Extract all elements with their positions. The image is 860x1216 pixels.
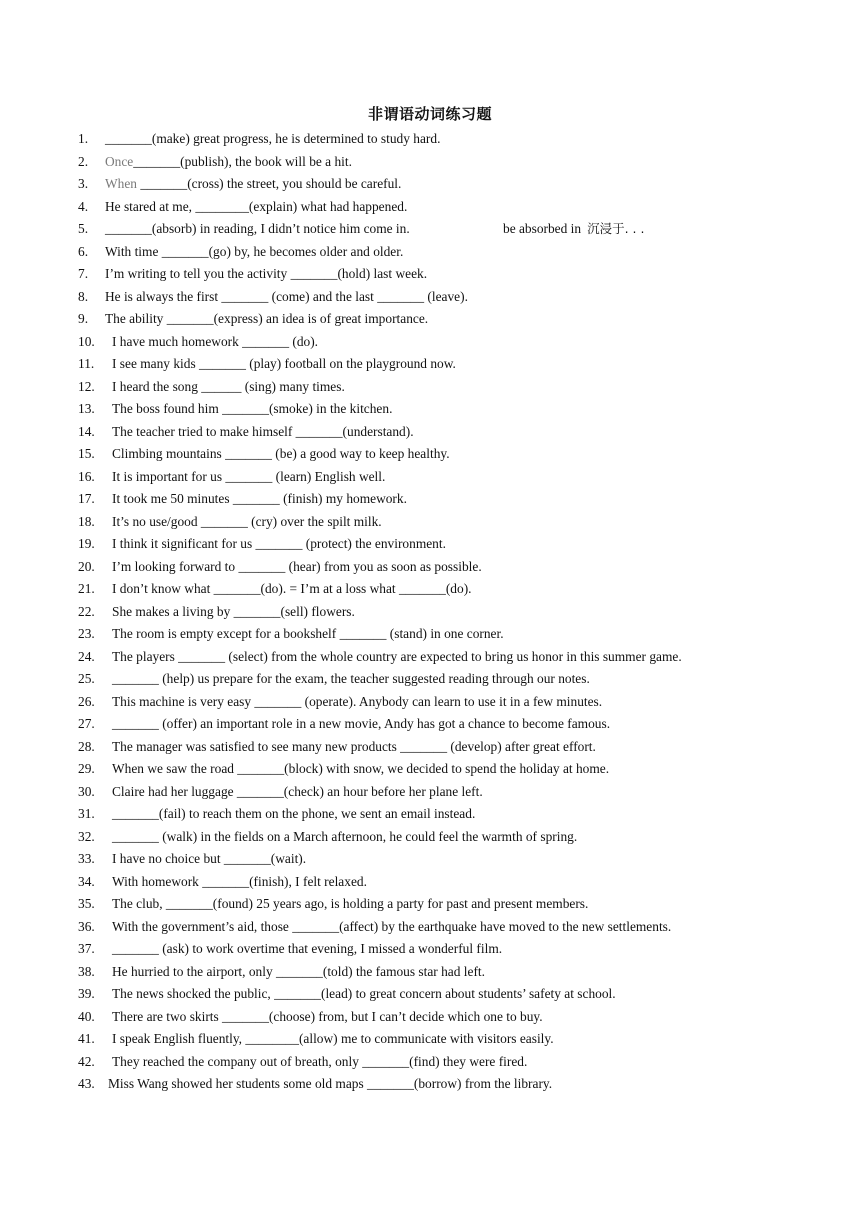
exercise-sentence: I have no choice but _______(wait). (112, 851, 307, 866)
exercise-sentence: Miss Wang showed her students some old maps _______(borrow) from the library. (108, 1076, 553, 1091)
exercise-number: 30. (78, 783, 95, 799)
exercise-sentence: The teacher tried to make himself _______(understand). (112, 423, 414, 439)
exercise-item (0, 443, 860, 466)
exercise-sentence: He stared at me, ________(explain) what had happened. (105, 198, 408, 214)
exercise-text (112, 488, 407, 511)
exercise-number: 26. (78, 693, 95, 709)
exercise-text (112, 646, 682, 669)
exercise-text (112, 421, 414, 444)
exercise-sentence: He is always the first _______ (come) and the last _______ (leave). (105, 288, 468, 304)
exercise-sentence: The room is empty except for a bookshelf _______ (stand) in one corner. (112, 626, 504, 641)
exercise-number: 7. (78, 266, 89, 281)
exercise-number: 1. (78, 131, 89, 146)
exercise-item (0, 736, 860, 759)
exercise-text (112, 871, 367, 894)
exercise-number: 14. (78, 423, 95, 439)
exercise-item (0, 308, 860, 331)
exercise-sentence: I heard the song ______ (sing) many times. (112, 378, 345, 394)
exercise-item (0, 376, 860, 399)
exercise-item (0, 668, 860, 691)
exercise-sentence: There are two skirts _______(choose) from, but I can’t decide which one to buy. (112, 1008, 543, 1024)
exercise-item (0, 241, 860, 264)
exercise-sentence: It took me 50 minutes _______ (finish) my homework. (112, 491, 407, 506)
exercise-number: 42. (78, 1053, 95, 1069)
exercise-number: 23. (78, 626, 95, 641)
exercise-text (112, 398, 392, 421)
exercise-number: 40. (78, 1008, 95, 1024)
exercise-text (105, 241, 403, 264)
exercise-number: 31. (78, 806, 95, 821)
exercise-number: 25. (78, 671, 95, 686)
exercise-number: 19. (78, 536, 95, 551)
exercise-text (105, 308, 428, 331)
exercise-number: 9. (78, 311, 89, 326)
exercise-number: 33. (78, 851, 95, 866)
exercise-item (0, 533, 860, 556)
exercise-number: 17. (78, 491, 95, 506)
exercise-sentence: I think it significant for us _______ (protect) the environment. (112, 536, 446, 551)
exercise-text (112, 893, 588, 916)
exercise-number: 27. (78, 716, 95, 731)
exercise-item (0, 263, 860, 286)
exercise-sentence: With homework _______(finish), I felt relaxed. (112, 873, 367, 889)
exercise-sentence: It is important for us _______ (learn) English well. (112, 468, 386, 484)
exercise-item (0, 646, 860, 669)
exercise-text (112, 781, 483, 804)
exercise-text (112, 1051, 527, 1074)
exercise-item (0, 601, 860, 624)
exercise-sentence: The boss found him _______(smoke) in the kitchen. (112, 401, 393, 416)
exercise-text (105, 218, 410, 241)
exercise-number: 2. (78, 153, 89, 169)
exercise-sentence: _______(cross) the street, you should be careful. (136, 176, 402, 191)
exercise-sentence: The club, _______(found) 25 years ago, is holding a party for past and present members. (112, 896, 589, 911)
exercise-number: 4. (78, 198, 89, 214)
exercise-text (105, 128, 440, 151)
exercise-text (105, 263, 427, 286)
exercise-item (0, 218, 860, 241)
exercise-text (112, 601, 355, 624)
exercise-sentence: _______(publish), the book will be a hit. (133, 153, 352, 169)
exercise-sentence: I don’t know what _______(do). = I’m at a loss what _______(do). (112, 581, 472, 596)
exercise-item (0, 578, 860, 601)
exercise-item (0, 781, 860, 804)
exercise-number: 21. (78, 581, 95, 596)
exercise-item (0, 398, 860, 421)
vocab-note (503, 218, 644, 241)
exercise-number: 15. (78, 446, 95, 461)
exercise-lead-word: When (105, 176, 137, 191)
exercise-text (112, 533, 446, 556)
exercise-text (112, 736, 596, 759)
exercise-sentence: She makes a living by _______(sell) flowers. (112, 603, 355, 619)
exercise-text (112, 983, 616, 1006)
exercise-item (0, 713, 860, 736)
exercise-number: 36. (78, 918, 95, 934)
exercise-sentence: I speak English fluently, ________(allow) me to communicate with visitors easily. (112, 1031, 554, 1046)
exercise-text (105, 196, 407, 219)
exercise-number: 29. (78, 761, 95, 776)
exercise-number: 37. (78, 941, 95, 956)
exercise-number: 32. (78, 828, 95, 844)
exercise-item (0, 803, 860, 826)
exercise-item (0, 826, 860, 849)
exercise-number: 34. (78, 873, 95, 889)
exercise-item (0, 466, 860, 489)
exercise-sentence: I see many kids _______ (play) football on the playground now. (112, 356, 456, 371)
exercise-number: 39. (78, 986, 95, 1001)
exercise-item (0, 848, 860, 871)
exercise-sentence: They reached the company out of breath, only _______(find) they were fired. (112, 1053, 528, 1069)
exercise-item (0, 353, 860, 376)
exercise-sentence: With the government’s aid, those _______(affect) by the earthquake have moved to the new settlements. (112, 918, 672, 934)
exercise-text (112, 713, 610, 736)
exercise-item (0, 421, 860, 444)
exercise-sentence: I’m writing to tell you the activity _______(hold) last week. (105, 266, 428, 281)
exercise-item (0, 1073, 860, 1096)
exercise-text (108, 1073, 552, 1096)
exercise-text (112, 691, 602, 714)
exercise-number: 20. (78, 558, 95, 574)
exercise-text (112, 376, 345, 399)
exercise-item (0, 1006, 860, 1029)
exercise-text (112, 758, 609, 781)
exercise-item (0, 871, 860, 894)
exercise-text (112, 848, 306, 871)
exercise-number: 38. (78, 963, 95, 979)
exercise-sentence: _______ (walk) in the fields on a March afternoon, he could feel the warmth of spring. (112, 828, 578, 844)
exercise-sentence: _______(absorb) in reading, I didn’t notice him come in. (105, 221, 410, 236)
exercise-text (112, 668, 590, 691)
exercise-text (105, 173, 401, 196)
exercise-item (0, 128, 860, 151)
exercise-text (112, 466, 385, 489)
vocab-note-meaning: 沉浸于. . . (587, 221, 645, 236)
exercise-item (0, 623, 860, 646)
exercise-text (112, 578, 472, 601)
exercise-item (0, 286, 860, 309)
exercise-number: 18. (78, 513, 95, 529)
exercise-number: 22. (78, 603, 95, 619)
exercise-number: 13. (78, 401, 95, 416)
exercise-sentence: This machine is very easy _______ (operate). Anybody can learn to use it in a few minutes. (112, 693, 603, 709)
exercise-number: 10. (78, 333, 95, 349)
exercise-text (112, 938, 502, 961)
exercise-sentence: _______(make) great progress, he is determined to study hard. (105, 131, 441, 146)
exercise-number: 12. (78, 378, 95, 394)
vocab-note-phrase: be absorbed in (503, 221, 582, 236)
exercise-sentence: _______ (ask) to work overtime that evening, I missed a wonderful film. (112, 941, 503, 956)
exercise-sentence: Climbing mountains _______ (be) a good way to keep healthy. (112, 446, 450, 461)
exercise-sentence: When we saw the road _______(block) with snow, we decided to spend the holiday at home. (112, 761, 610, 776)
exercise-text (112, 1028, 554, 1051)
exercise-sentence: I have much homework _______ (do). (112, 333, 319, 349)
exercise-text (112, 623, 504, 646)
exercise-sentence: The players _______ (select) from the whole country are expected to bring us honor in this summer game. (112, 648, 682, 664)
exercise-number: 8. (78, 288, 89, 304)
exercise-item (0, 331, 860, 354)
exercise-text (112, 443, 450, 466)
exercise-item (0, 511, 860, 534)
exercise-number: 35. (78, 896, 95, 911)
exercise-sentence: _______ (offer) an important role in a new movie, Andy has got a chance to become famous. (112, 716, 611, 731)
exercise-item (0, 691, 860, 714)
page-title: 非谓语动词练习题 (367, 105, 492, 123)
exercise-sentence: The ability _______(express) an idea is of great importance. (105, 311, 429, 326)
exercise-number: 24. (78, 648, 95, 664)
exercise-number: 5. (78, 221, 89, 236)
exercise-text (112, 961, 485, 984)
exercise-text (112, 916, 671, 939)
exercise-text (112, 1006, 543, 1029)
exercise-item (0, 173, 860, 196)
exercise-number: 16. (78, 468, 95, 484)
exercise-sentence: The news shocked the public, _______(lead) to great concern about students’ safety at school. (112, 986, 616, 1001)
exercise-number: 6. (78, 243, 89, 259)
exercise-item (0, 983, 860, 1006)
exercise-item (0, 916, 860, 939)
exercise-text (112, 556, 482, 579)
exercise-text (112, 511, 382, 534)
exercise-item (0, 758, 860, 781)
exercise-sentence: _______ (help) us prepare for the exam, the teacher suggested reading through our notes. (112, 671, 590, 686)
exercise-item (0, 151, 860, 174)
exercise-sentence: It’s no use/good _______ (cry) over the spilt milk. (112, 513, 382, 529)
exercise-item (0, 556, 860, 579)
exercise-item (0, 938, 860, 961)
exercise-item (0, 961, 860, 984)
exercise-number: 3. (78, 176, 89, 191)
exercise-lead-word: Once (105, 153, 134, 169)
exercise-list (0, 128, 860, 1096)
exercise-sentence: With time _______(go) by, he becomes older and older. (105, 243, 404, 259)
exercise-sentence: The manager was satisfied to see many new products _______ (develop) after great effort. (112, 738, 596, 754)
exercise-sentence: Claire had her luggage _______(check) an hour before her plane left. (112, 783, 483, 799)
exercise-item (0, 893, 860, 916)
exercise-text (112, 826, 577, 849)
exercise-sentence: I’m looking forward to _______ (hear) from you as soon as possible. (112, 558, 482, 574)
exercise-number: 41. (78, 1031, 95, 1046)
exercise-item (0, 1051, 860, 1074)
exercise-text (112, 331, 318, 354)
exercise-text (112, 803, 475, 826)
exercise-text (105, 286, 468, 309)
exercise-item (0, 1028, 860, 1051)
exercise-text (112, 353, 456, 376)
exercise-number: 28. (78, 738, 95, 754)
exercise-sentence: _______(fail) to reach them on the phone, we sent an email instead. (112, 806, 476, 821)
exercise-item (0, 196, 860, 219)
exercise-sentence: He hurried to the airport, only _______(told) the famous star had left. (112, 963, 485, 979)
exercise-number: 11. (78, 356, 95, 371)
exercise-number: 43. (78, 1076, 95, 1091)
exercise-item (0, 488, 860, 511)
exercise-text (105, 151, 352, 174)
